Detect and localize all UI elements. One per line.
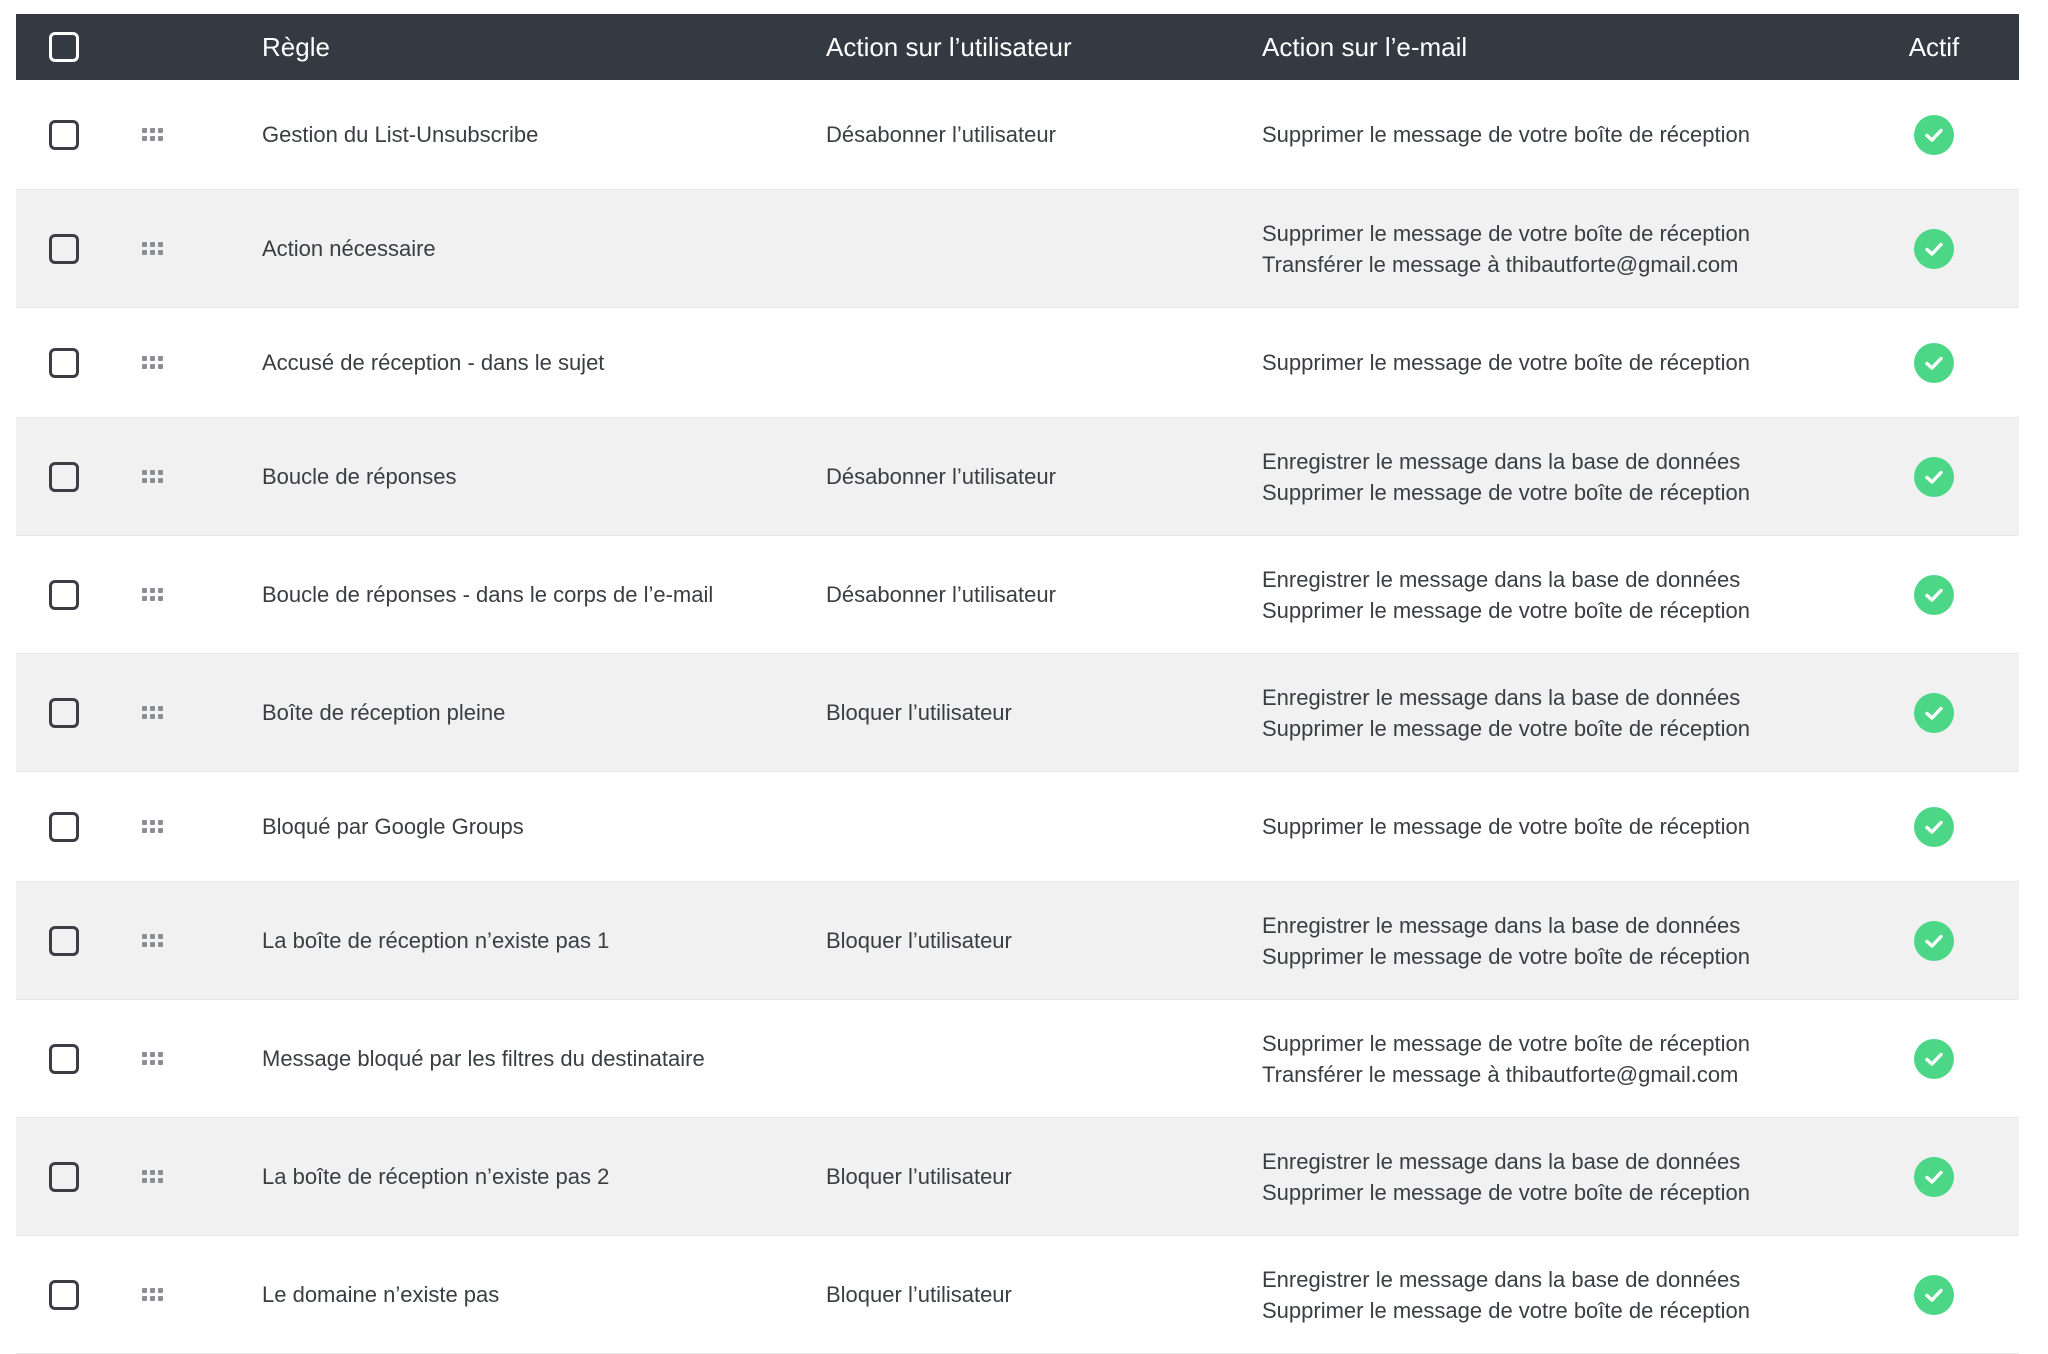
drag-dot: [158, 128, 163, 133]
user-action-cell: [826, 308, 1246, 417]
rule-name[interactable]: Le domaine n’existe pas: [262, 1281, 500, 1307]
drag-handle-icon[interactable]: [142, 356, 162, 369]
drag-dot: [150, 706, 155, 711]
drag-handle-icon[interactable]: [142, 1170, 162, 1183]
drag-cell: [142, 418, 172, 535]
user-action-cell: [826, 772, 1246, 881]
drag-dot: [158, 596, 163, 601]
drag-dot: [158, 588, 163, 593]
drag-dot: [150, 364, 155, 369]
drag-dot: [142, 470, 147, 475]
drag-dot: [142, 1178, 147, 1183]
drag-dot: [158, 828, 163, 833]
rule-name[interactable]: La boîte de réception n’existe pas 1: [262, 927, 610, 953]
drag-dot: [142, 478, 147, 483]
active-cell: [1886, 308, 1982, 417]
drag-dot: [150, 1178, 155, 1183]
drag-dot: [158, 714, 163, 719]
drag-dot: [158, 1170, 163, 1175]
select-cell: [49, 772, 89, 881]
drag-dot: [158, 242, 163, 247]
email-action-text: Supprimer le message de votre boîte de réception: [1262, 350, 1750, 375]
email-action-cell: [1262, 882, 1822, 999]
drag-dot: [150, 828, 155, 833]
drag-handle-icon[interactable]: [142, 706, 162, 719]
rule-name[interactable]: La boîte de réception n’existe pas 2: [262, 1163, 610, 1189]
active-cell: [1886, 772, 1982, 881]
table-row[interactable]: [16, 190, 2019, 308]
row-checkbox[interactable]: [49, 698, 79, 728]
select-cell: [49, 536, 89, 653]
select-cell: [49, 654, 89, 771]
select-cell: [49, 1236, 89, 1353]
row-checkbox[interactable]: [49, 234, 79, 264]
email-action-text: Supprimer le message de votre boîte de réception: [1262, 814, 1750, 839]
email-action-text: Transférer le message à thibautforte@gmail.com: [1262, 1061, 1739, 1087]
drag-cell: [142, 772, 172, 881]
user-action-cell: [826, 1236, 1246, 1353]
drag-dot: [158, 136, 163, 141]
email-action-text: Enregistrer le message dans la base de données: [1262, 684, 1741, 710]
email-action-cell: [1262, 308, 1822, 417]
email-action-text: Transférer le message à thibautforte@gmail.com: [1262, 251, 1739, 277]
row-checkbox[interactable]: [49, 462, 79, 492]
drag-handle-icon[interactable]: [142, 588, 162, 601]
drag-dot: [158, 470, 163, 475]
checkmark-glyph: [1922, 1283, 1946, 1307]
email-action-text: Supprimer le message de votre boîte de réception: [1262, 1030, 1750, 1056]
checkmark-glyph: [1922, 1165, 1946, 1189]
checkmark-glyph: [1922, 929, 1946, 953]
rule-cell: [262, 308, 802, 417]
rule-name[interactable]: Boucle de réponses - dans le corps de l’e-mail: [262, 581, 714, 607]
user-action-text: Bloquer l’utilisateur: [826, 1163, 1012, 1189]
checkmark-glyph: [1922, 123, 1946, 147]
active-cell: [1886, 1236, 1982, 1353]
table-row[interactable]: [16, 1236, 2019, 1354]
checkmark-glyph: [1922, 701, 1946, 725]
drag-dot: [142, 364, 147, 369]
rule-cell: [262, 80, 802, 189]
table-row[interactable]: [16, 308, 2019, 418]
user-action-text: Désabonner l’utilisateur: [826, 463, 1056, 489]
row-checkbox[interactable]: [49, 812, 79, 842]
select-cell: [49, 1000, 89, 1117]
drag-dot: [142, 706, 147, 711]
drag-dot: [150, 820, 155, 825]
rule-name[interactable]: Bloqué par Google Groups: [262, 813, 524, 839]
checkmark-glyph: [1922, 1047, 1946, 1071]
drag-dot: [150, 1052, 155, 1057]
checkmark-glyph: [1922, 237, 1946, 261]
drag-handle-icon[interactable]: [142, 128, 162, 141]
select-cell: [49, 308, 89, 417]
table-row[interactable]: [16, 418, 2019, 536]
active-check-icon[interactable]: [1914, 575, 1954, 615]
table-row[interactable]: [16, 1118, 2019, 1236]
active-cell: [1886, 1118, 1982, 1235]
rule-cell: [262, 772, 802, 881]
user-action-cell: [826, 80, 1246, 189]
header-rule[interactable]: Règle: [262, 31, 330, 62]
drag-cell: [142, 308, 172, 417]
email-action-text: Supprimer le message de votre boîte de réception: [1262, 1179, 1750, 1205]
rule-name[interactable]: Message bloqué par les filtres du destinataire: [262, 1045, 705, 1071]
rule-name[interactable]: Gestion du List-Unsubscribe: [262, 121, 539, 147]
drag-handle-icon[interactable]: [142, 242, 162, 255]
drag-dot: [150, 136, 155, 141]
drag-dot: [150, 942, 155, 947]
table-row[interactable]: [16, 1000, 2019, 1118]
drag-dot: [158, 250, 163, 255]
checkmark-glyph: [1922, 583, 1946, 607]
email-action-cell: [1262, 772, 1822, 881]
table-row[interactable]: [16, 536, 2019, 654]
drag-cell: [142, 190, 172, 307]
drag-handle-icon[interactable]: [142, 820, 162, 833]
email-action-cell: [1262, 654, 1822, 771]
select-cell: [49, 190, 89, 307]
rule-cell: [262, 536, 802, 653]
rule-cell: [262, 190, 802, 307]
rule-cell: [262, 654, 802, 771]
drag-dot: [142, 588, 147, 593]
select-cell: [49, 418, 89, 535]
drag-dot: [142, 1288, 147, 1293]
drag-dot: [142, 250, 147, 255]
select-all-checkbox[interactable]: [49, 32, 79, 62]
active-cell: [1886, 418, 1982, 535]
drag-cell: [142, 882, 172, 999]
rule-cell: [262, 418, 802, 535]
drag-dot: [150, 714, 155, 719]
header-select-cell: [49, 14, 89, 80]
user-action-cell: [826, 190, 1246, 307]
rule-name[interactable]: Accusé de réception - dans le sujet: [262, 349, 605, 375]
drag-cell: [142, 536, 172, 653]
drag-dot: [142, 1296, 147, 1301]
drag-dot: [158, 478, 163, 483]
select-cell: [49, 882, 89, 999]
header-active[interactable]: Actif: [1908, 31, 1960, 62]
email-action-text: Enregistrer le message dans la base de données: [1262, 912, 1741, 938]
email-action-text: Supprimer le message de votre boîte de réception: [1262, 1297, 1750, 1323]
user-action-cell: [826, 418, 1246, 535]
drag-cell: [142, 1118, 172, 1235]
drag-dot: [158, 934, 163, 939]
active-cell: [1886, 536, 1982, 653]
drag-dot: [150, 242, 155, 247]
drag-dot: [142, 1170, 147, 1175]
email-action-text: Enregistrer le message dans la base de données: [1262, 566, 1741, 592]
drag-dot: [150, 250, 155, 255]
email-action-text: Supprimer le message de votre boîte de réception: [1262, 122, 1750, 147]
rule-cell: [262, 1118, 802, 1235]
table-row[interactable]: [16, 80, 2019, 190]
drag-dot: [142, 934, 147, 939]
drag-dot: [150, 934, 155, 939]
rules-table: [16, 14, 2019, 1354]
user-action-cell: [826, 654, 1246, 771]
active-check-icon[interactable]: [1914, 457, 1954, 497]
drag-dot: [158, 1060, 163, 1065]
drag-dot: [142, 136, 147, 141]
rule-name[interactable]: Boucle de réponses: [262, 463, 457, 489]
drag-dot: [142, 1060, 147, 1065]
user-action-text: Bloquer l’utilisateur: [826, 927, 1012, 953]
table-body: [16, 80, 2019, 1354]
user-action-text: Désabonner l’utilisateur: [826, 121, 1056, 147]
email-action-text: Supprimer le message de votre boîte de réception: [1262, 943, 1750, 969]
drag-dot: [142, 242, 147, 247]
drag-cell: [142, 654, 172, 771]
user-action-text: Bloquer l’utilisateur: [826, 699, 1012, 725]
email-action-cell: [1262, 1118, 1822, 1235]
drag-dot: [158, 364, 163, 369]
row-checkbox[interactable]: [49, 1162, 79, 1192]
drag-cell: [142, 1000, 172, 1117]
email-action-cell: [1262, 1000, 1822, 1117]
user-action-text: Désabonner l’utilisateur: [826, 581, 1056, 607]
drag-dot: [142, 942, 147, 947]
active-cell: [1886, 654, 1982, 771]
drag-dot: [150, 1170, 155, 1175]
header-email-action-label: Action sur l’e-mail: [1262, 31, 1468, 62]
active-cell: [1886, 80, 1982, 189]
active-check-icon[interactable]: [1914, 1039, 1954, 1079]
table-row[interactable]: [16, 654, 2019, 772]
checkmark-glyph: [1922, 351, 1946, 375]
drag-dot: [150, 128, 155, 133]
row-checkbox[interactable]: [49, 348, 79, 378]
drag-handle-icon[interactable]: [142, 934, 162, 947]
email-action-cell: [1262, 80, 1822, 189]
drag-dot: [142, 596, 147, 601]
user-action-cell: [826, 1000, 1246, 1117]
drag-dot: [142, 128, 147, 133]
email-action-cell: [1262, 190, 1822, 307]
row-checkbox[interactable]: [49, 580, 79, 610]
email-action-text: Enregistrer le message dans la base de données: [1262, 448, 1741, 474]
drag-dot: [150, 1060, 155, 1065]
active-check-icon[interactable]: [1914, 1275, 1954, 1315]
email-action-cell: [1262, 418, 1822, 535]
header-user-action[interactable]: Action sur l’utilisateur: [826, 31, 1072, 62]
active-check-icon[interactable]: [1914, 807, 1954, 847]
drag-dot: [150, 596, 155, 601]
active-cell: [1886, 1000, 1982, 1117]
rule-cell: [262, 882, 802, 999]
drag-dot: [158, 1178, 163, 1183]
active-check-icon[interactable]: [1914, 921, 1954, 961]
drag-dot: [142, 714, 147, 719]
email-action-text: Supprimer le message de votre boîte de réception: [1262, 479, 1750, 505]
email-action-cell: [1262, 1236, 1822, 1353]
rule-cell: [262, 1236, 802, 1353]
drag-dot: [158, 1288, 163, 1293]
drag-dot: [150, 1288, 155, 1293]
select-cell: [49, 80, 89, 189]
drag-dot: [150, 1296, 155, 1301]
drag-dot: [158, 942, 163, 947]
rule-name[interactable]: Action nécessaire: [262, 235, 436, 261]
checkmark-glyph: [1922, 815, 1946, 839]
active-check-icon[interactable]: [1914, 1157, 1954, 1197]
email-action-text: Supprimer le message de votre boîte de réception: [1262, 715, 1750, 741]
email-action-text: Supprimer le message de votre boîte de réception: [1262, 220, 1750, 246]
drag-cell: [142, 80, 172, 189]
row-checkbox[interactable]: [49, 1280, 79, 1310]
active-cell: [1886, 882, 1982, 999]
user-action-cell: [826, 1118, 1246, 1235]
drag-dot: [158, 356, 163, 361]
drag-handle-icon[interactable]: [142, 1052, 162, 1065]
rule-cell: [262, 1000, 802, 1117]
drag-dot: [150, 356, 155, 361]
active-check-icon[interactable]: [1914, 229, 1954, 269]
drag-dot: [150, 478, 155, 483]
drag-dot: [158, 706, 163, 711]
table-header: [16, 14, 2019, 80]
user-action-cell: [826, 536, 1246, 653]
row-checkbox[interactable]: [49, 120, 79, 150]
drag-dot: [142, 828, 147, 833]
drag-cell: [142, 1236, 172, 1353]
row-checkbox[interactable]: [49, 1044, 79, 1074]
user-action-text: Bloquer l’utilisateur: [826, 1281, 1012, 1307]
rule-name[interactable]: Boîte de réception pleine: [262, 699, 506, 725]
checkmark-glyph: [1922, 465, 1946, 489]
drag-dot: [150, 588, 155, 593]
email-action-cell: [1262, 536, 1822, 653]
active-check-icon[interactable]: [1914, 693, 1954, 733]
drag-dot: [158, 820, 163, 825]
header-email-action[interactable]: [1262, 14, 1822, 80]
drag-handle-icon[interactable]: [142, 470, 162, 483]
active-check-icon[interactable]: [1914, 343, 1954, 383]
row-checkbox[interactable]: [49, 926, 79, 956]
active-check-icon[interactable]: [1914, 115, 1954, 155]
drag-dot: [150, 470, 155, 475]
user-action-cell: [826, 882, 1246, 999]
email-action-text: Enregistrer le message dans la base de données: [1262, 1266, 1741, 1292]
table-row[interactable]: [16, 772, 2019, 882]
drag-dot: [142, 820, 147, 825]
drag-dot: [158, 1052, 163, 1057]
drag-dot: [158, 1296, 163, 1301]
email-action-text: Enregistrer le message dans la base de données: [1262, 1148, 1741, 1174]
drag-handle-icon[interactable]: [142, 1288, 162, 1301]
drag-dot: [142, 1052, 147, 1057]
table-row[interactable]: [16, 882, 2019, 1000]
select-cell: [49, 1118, 89, 1235]
email-action-text: Supprimer le message de votre boîte de réception: [1262, 597, 1750, 623]
drag-dot: [142, 356, 147, 361]
active-cell: [1886, 190, 1982, 307]
